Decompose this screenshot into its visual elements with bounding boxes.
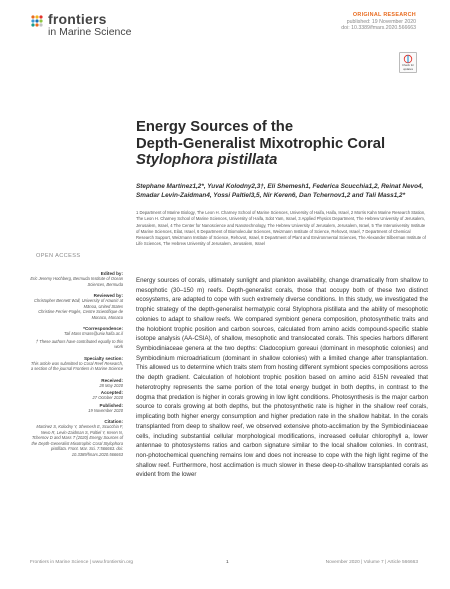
title-line-1: Energy Sources of the <box>136 119 294 135</box>
title-line-3: Stylophora pistillata <box>136 152 278 169</box>
frontiers-logo-icon <box>30 14 44 28</box>
correspondence-label: *Correspondence: <box>83 326 123 332</box>
footer-journal[interactable]: Frontiers in Marine Science | www.frontiersin.org <box>30 560 134 565</box>
title-line-2: Depth-Generalist Mixotrophic Coral <box>136 135 386 152</box>
citation-label: Citation: <box>104 419 123 425</box>
published-label: Published: <box>99 402 123 408</box>
abstract-text: Energy sources of corals, ultimately sunlight and plankton availability, change dramatically from shallow to mesophotic (30–150 m) reefs. Depth-generalist corals, those that occupy both of these two distinct ecosystems, are adapted to cope with such extremely diverse conditions. In this study, we investigated the trophic strategy of the depth-generalist hermatypic coral Stylophora pistillata and the ability of mesophotic colonies to adapt to shallow reefs. We compared symbiont genera composition, photosynthetic traits and the holobiont trophic position and carbon sources, calculated from amino acids compound-specific stable isotope analysis (AA-CSIA), of shallow, mesophotic and translocated corals. This species harbors different Symbiodiniaceae genera at the two depths: Cladocopium goreaui (dominant in mesophotic colonies) and Symbiodinium microadriaticum (dominant in shallow colonies) with a limited change after transplantation. This allowed us to determine which traits stem from hosting different symbiont species compositions across the depth gradient. Calculation of holobiont trophic position based on amino acid δ15N revealed that heterotrophy represents the same portion of the total energy budget in both depths, in contrast to the dogma that predation is higher in corals growing in low light conditions. Photosynthesis is the major carbon source to corals growing at both depths, but the photosynthetic rate is higher in the shallow reef corals, implicating both higher energy consumption and higher predation rate in the shallow habitat. In the corals transplanted from deep to shallow reef, we observed extensive photo-acclimation by the Symbiodiniaceae cells, including substantial cellular morphological modifications, increased cellular chlorophyll a, lower antennae to photosystems ratios and carbon signature similar to the local shallow colonies. In contrast, non-photochemical quenching remains low and does not increase to cope with the high light regime of the shallow reef. Furthermore, host acclimation is much slower in these deep-to-shallow transplanted corals as evident from the lower <box>136 277 428 479</box>
published-date-sidebar: 19 November 2020 <box>88 407 123 413</box>
article-title <box>136 119 426 169</box>
equal-contribution-note: † These authors have contributed equally to this work <box>35 338 123 350</box>
specialty-section: This article was submitted to Coral Reef Research, a section of the journal Frontiers in Marine Science <box>30 360 123 372</box>
page-number: 1 <box>226 560 229 565</box>
accepted-date: 27 October 2020 <box>92 395 123 401</box>
affiliations: 1 Department of Marine Biology, The Leon H. Charney School of Marine Sciences, University of Haifa, Haifa, Israel, 2 Morris Kahn Marine Research Station, The Leon H. Charney School of Marine Sciences, University of Haifa, Sdot Yam, Israel, 3 Applied Physics Department, The Hebrew University of Jerusalem, Jerusalem, Israel, 4 The Center for Nanoscience and Nanotechnology, The Hebrew University of Jerusalem, Jerusalem, Israel, 5 The Interuniversity Institute of Marine Sciences, Eilat, Israel, 6 Department of Biomolecular Sciences, Weizmann Institute of Science, Rehovot, Israel, 7 Department of Chemical Research Support, Weizmann Institute of Science, Rehovot, Israel, 8 Department of Plant and Environmental Sciences, The Alexander Silberman Institute of Life Sciences, The Hebrew University of Jerusalem, Jerusalem, Israel <box>136 210 426 247</box>
citation: Martinez S, Kolodny Y, Shemesh E, Scucchia F, Nevo R, Levin-Zaidman S, Paltiel Y, Keren N, Tchernov D and Mass T (2020) Energy Sources of the Depth-Generalist Mixotrophic Coral Stylophora pistillata. Front. Mar. Sci. 7:566663. doi: 10.3389/fmars.2020.566663 <box>31 424 123 457</box>
journal-section: in Marine Science <box>48 26 132 38</box>
specialty-label: Specialty section: <box>83 355 123 361</box>
received-date: 28 May 2020 <box>99 382 123 388</box>
reviewed-by-label: Reviewed by: <box>93 293 123 299</box>
edited-by-label: Edited by: <box>100 271 123 276</box>
author-list: Stephane Martinez1,2*, Yuval Kolodny2,3†, Eli Shemesh1, Federica Scucchia1,2, Reinat Nevo4, Smadar Levin-Zaidman4, Yossi Paltiel3,5, Nir Keren6, Dan Tchernov1,2 and Tali Mass1,2* <box>136 183 424 200</box>
doi[interactable]: doi: 10.3389/fmars.2020.566663 <box>341 25 416 32</box>
correspondence-contact[interactable]: Tali Mass tmass@univ.haifa.ac.il <box>64 331 123 337</box>
reviewer-1: Christopher Bennett Wall, University of Hawai'i at Mānoa, United States <box>34 298 123 309</box>
crossmark-button[interactable] <box>399 52 417 73</box>
crossmark-label: Check for updates <box>402 63 414 71</box>
journal-name <box>48 12 198 38</box>
received-label: Received: <box>101 377 123 383</box>
editor: Eric Jeremy Hochberg, Bermuda Institute of Ocean Sciences, Bermuda <box>30 276 123 287</box>
footer-issue: November 2020 | Volume 7 | Article 566663 <box>325 560 418 565</box>
accepted-label: Accepted: <box>100 390 123 396</box>
published-date: published: 19 November 2020 <box>346 18 416 25</box>
reviewer-2: Christine Ferrier-Pagès, Centre Scientifique de Monaco, Monaco <box>38 309 123 320</box>
article-type: ORIGINAL RESEARCH <box>352 12 416 18</box>
journal-brand: frontiers <box>48 11 107 27</box>
article-sidebar <box>30 253 123 457</box>
open-access-label: OPEN ACCESS <box>36 253 81 259</box>
article-meta <box>341 12 416 32</box>
